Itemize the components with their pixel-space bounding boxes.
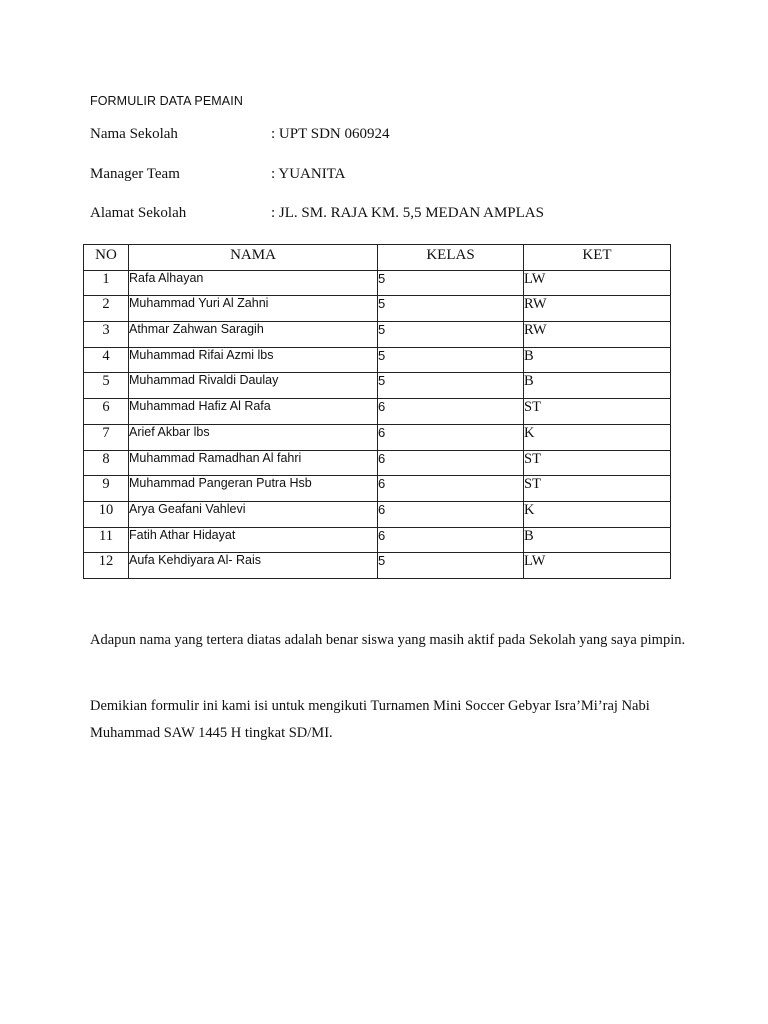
cell-kelas: 6: [378, 476, 524, 502]
cell-nama: Muhammad Pangeran Putra Hsb: [129, 476, 378, 502]
cell-no: 9: [84, 476, 129, 502]
cell-no: 4: [84, 347, 129, 373]
cell-kelas: 5: [378, 322, 524, 348]
cell-no: 10: [84, 501, 129, 527]
cell-kelas: 5: [378, 296, 524, 322]
cell-ket: K: [524, 501, 671, 527]
cell-kelas: 5: [378, 553, 524, 579]
cell-nama: Muhammad Ramadhan Al fahri: [129, 450, 378, 476]
table-row: [84, 501, 671, 527]
cell-kelas: 5: [378, 373, 524, 399]
cell-kelas: 6: [378, 424, 524, 450]
table-row: [84, 347, 671, 373]
cell-nama: Aufa Kehdiyara Al- Rais: [129, 553, 378, 579]
cell-nama: Muhammad Rivaldi Daulay: [129, 373, 378, 399]
cell-no: 5: [84, 373, 129, 399]
header-kelas: KELAS: [378, 245, 524, 271]
table-row: [84, 373, 671, 399]
cell-ket: ST: [524, 476, 671, 502]
form-title: FORMULIR DATA PEMAIN: [90, 94, 243, 108]
table-header-row: [84, 245, 671, 271]
cell-no: 8: [84, 450, 129, 476]
closing-paragraph: Demikian formulir ini kami isi untuk mengikuti Turnamen Mini Soccer Gebyar Isra’Mi’raj Nabi Muhammad SAW 1445 H tingkat SD/MI.: [90, 698, 650, 741]
cell-no: 11: [84, 527, 129, 553]
cell-kelas: 5: [378, 270, 524, 296]
cell-kelas: 6: [378, 399, 524, 425]
info-label: Nama Sekolah: [90, 126, 178, 142]
cell-no: 2: [84, 296, 129, 322]
cell-ket: RW: [524, 296, 671, 322]
statement-paragraph: Adapun nama yang tertera diatas adalah benar siswa yang masih aktif pada Sekolah yang saya pimpin.: [90, 632, 686, 648]
header-ket: KET: [524, 245, 671, 271]
table-row: [84, 450, 671, 476]
info-label: Alamat Sekolah: [90, 205, 187, 221]
table-row: [84, 553, 671, 579]
info-value: : JL. SM. RAJA KM. 5,5 MEDAN AMPLAS: [271, 205, 544, 221]
table-row: [84, 527, 671, 553]
header-nama: NAMA: [129, 245, 378, 271]
players-table: [83, 244, 671, 579]
cell-kelas: 6: [378, 527, 524, 553]
cell-kelas: 6: [378, 450, 524, 476]
cell-nama: Arief Akbar lbs: [129, 424, 378, 450]
cell-nama: Rafa Alhayan: [129, 270, 378, 296]
cell-ket: B: [524, 347, 671, 373]
cell-no: 1: [84, 270, 129, 296]
cell-nama: Athmar Zahwan Saragih: [129, 322, 378, 348]
info-value: : UPT SDN 060924: [271, 126, 390, 142]
info-value: : YUANITA: [271, 166, 346, 182]
cell-no: 7: [84, 424, 129, 450]
cell-ket: B: [524, 373, 671, 399]
cell-ket: RW: [524, 322, 671, 348]
table-row: [84, 399, 671, 425]
cell-ket: LW: [524, 270, 671, 296]
cell-no: 6: [84, 399, 129, 425]
cell-ket: LW: [524, 553, 671, 579]
cell-nama: Muhammad Hafiz Al Rafa: [129, 399, 378, 425]
cell-nama: Muhammad Rifai Azmi lbs: [129, 347, 378, 373]
cell-ket: ST: [524, 399, 671, 425]
cell-no: 12: [84, 553, 129, 579]
cell-nama: Fatih Athar Hidayat: [129, 527, 378, 553]
cell-ket: B: [524, 527, 671, 553]
table-row: [84, 322, 671, 348]
cell-no: 3: [84, 322, 129, 348]
cell-kelas: 5: [378, 347, 524, 373]
cell-ket: K: [524, 424, 671, 450]
table-row: [84, 424, 671, 450]
cell-nama: Arya Geafani Vahlevi: [129, 501, 378, 527]
table-row: [84, 296, 671, 322]
cell-ket: ST: [524, 450, 671, 476]
cell-nama: Muhammad Yuri Al Zahni: [129, 296, 378, 322]
table-row: [84, 476, 671, 502]
cell-kelas: 6: [378, 501, 524, 527]
info-label: Manager Team: [90, 166, 180, 182]
header-no: NO: [84, 245, 129, 271]
table-row: [84, 270, 671, 296]
